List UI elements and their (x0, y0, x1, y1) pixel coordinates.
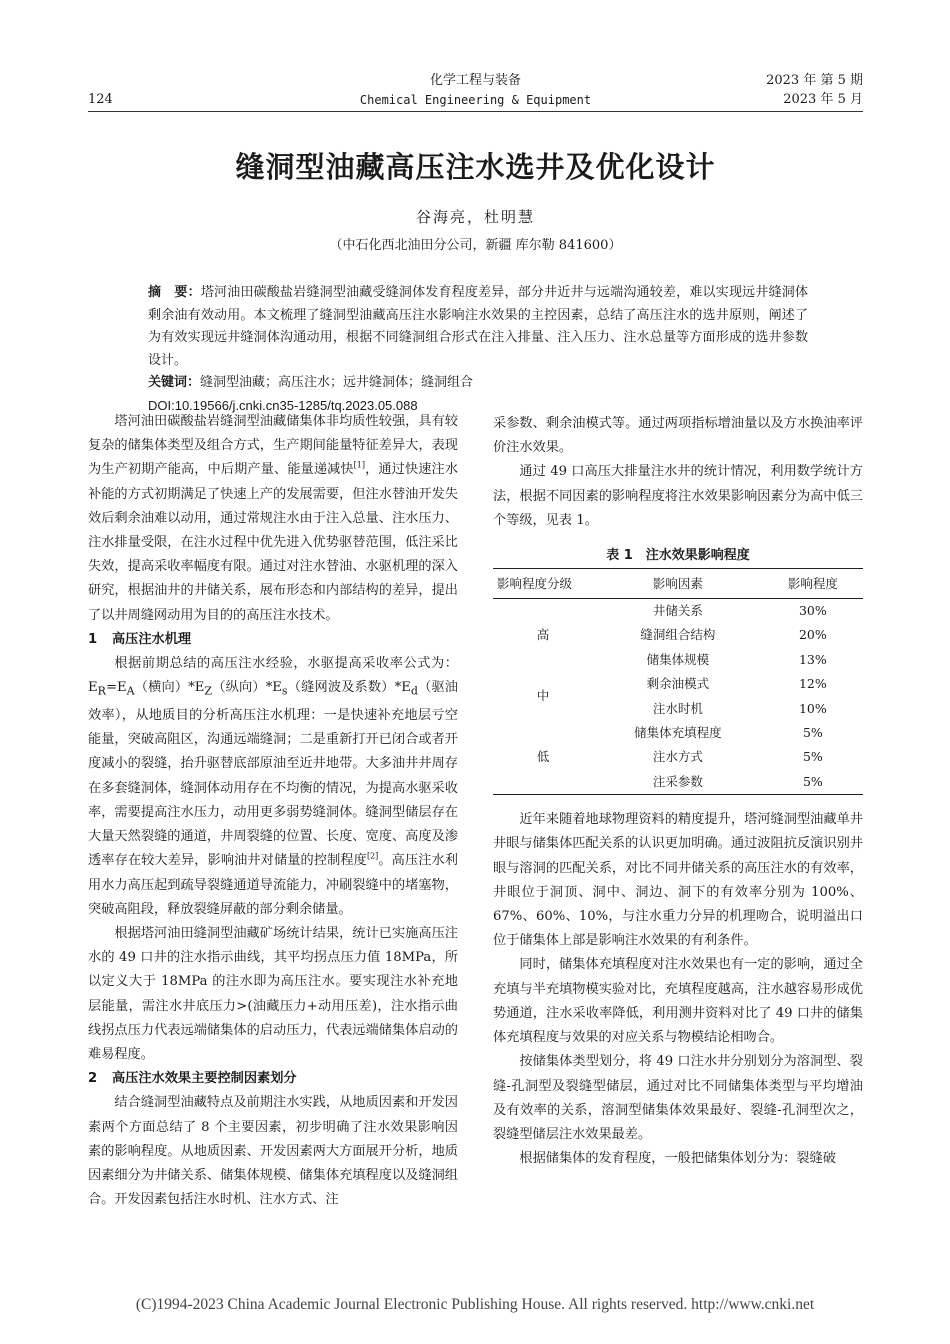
level-cell: 低 (536, 749, 550, 765)
keywords-text: 缝洞型油藏；高压注水；远井缝洞体；缝洞组合 (200, 375, 474, 390)
paper-title: 缝洞型油藏高压注水选井及优化设计 (235, 150, 716, 184)
journal-title-en: Chemical Engineering & Equipment (359, 93, 592, 107)
value-cell: 30% (798, 603, 827, 619)
running-header (88, 72, 863, 112)
issue-date: 2023 年 5 月 (783, 92, 863, 107)
header-cell: 影响程度分级 (497, 576, 573, 592)
copyright-footer: (C)1994-2023 China Academic Journal Electronic Publishing House. All rights reserved. http://www.cnki.net (135, 1296, 815, 1313)
influence-table (493, 568, 863, 795)
citation-ref: [2] (366, 851, 379, 861)
page-number: 124 (88, 92, 113, 107)
header-cell: 影响程度 (787, 576, 838, 592)
body-paragraph: 同时，储集体充填程度对注水效果也有一定的影响，通过全充填与半充填物模实验对比，充填程度越高，注水越容易形成优势通道，注水采收率降低，利用测井资料对比了 49 口井的储集体充填程度与效果的对应关系与物模结论相吻合。 (493, 957, 863, 1046)
body-paragraph: 近年来随着地球物理资料的精度提升，塔河缝洞型油藏单井井眼与储集体匹配关系的认识更加明确。通过波阻抗反演识别井眼与溶洞的匹配关系，对比不同井储关系的高压注水的有效率，井眼位于洞顶、洞中、洞边、洞下的有效率分别为 100%、67%、60%、10%，与注水重力分异的机理吻合，说明溢出口位于储集体上部是影响注水效果的有利条件。 (493, 812, 863, 949)
doi: DOI:10.19566/j.cnki.cn35-1285/tq.2023.05.088 (148, 397, 418, 413)
body-paragraph: 通过 49 口高压大排量注水井的统计情况，利用数学统计方法，根据不同因素的影响程度将注水效果影响因素分为高中低三个等级，见表 1。 (493, 464, 863, 528)
abstract-text: 塔河油田碳酸盐岩缝洞型油藏受缝洞体发育程度差异，部分井近井与远端沟通较差，难以实现远井缝洞体剩余油有效动用。本文梳理了缝洞型油藏高压注水影响注水效果的主控因素，总结了高压注水的选井原则，阐述了为有效实现远井缝洞体沟通动用，根据不同缝洞组合形式在注入排量、注入压力、注水总量等方面形成的选井参数设计。 (148, 285, 808, 368)
issue-number: 2023 年 第 5 期 (766, 73, 863, 88)
value-cell: 13% (798, 651, 827, 667)
keywords (148, 372, 808, 395)
value-cell: 10% (798, 700, 827, 716)
abstract-block (148, 282, 808, 417)
header-divider (88, 111, 863, 112)
factor-cell: 缝洞组合结构 (640, 627, 716, 643)
level-cell: 中 (536, 688, 550, 704)
factor-cell: 井储关系 (652, 603, 703, 619)
factor-cell: 剩余油模式 (646, 676, 710, 692)
table-row (493, 672, 863, 696)
table-header-row (493, 569, 863, 599)
keywords-label: 关键词： (148, 375, 201, 390)
table-1 (493, 546, 863, 795)
header-cell: 影响因素 (652, 576, 703, 592)
section-heading-1: 1 高压注水机理 (88, 631, 192, 647)
body-paragraph: 根据前期总结的高压注水经验，水驱提高采收率公式为：$E_R=E_A$（横向）$*E_Z$（纵向）$*E_s$（缝网波及系数）$*E_d$（驱油效率），从地质目的分析高压注水机理：一是快速补充地层亏空能量，突破高阻区，沟通远端缝洞；二是重新打开已闭合或者开度减小的裂缝，抬升驱替底部原油至近井地带。大多油井井周存在多套缝洞体，缝洞体动用存在不均衡的情况，为提高水驱采收率，需要提高注水压力，动用更多弱势缝洞体。缝洞型储层存在大量天然裂缝的通道，井周裂缝的位置、长度、宽度、高度及渗透率存在较大差异，影响油井对储量的控制程度[2]。高压注水利用水力高压起到疏导裂缝通道导流能力，冲刷裂缝中的堵塞物，突破高阻段，释放裂缝屏蔽的部分剩余储量。 (88, 656, 458, 917)
body-paragraph: 结合缝洞型油藏特点及前期注水实践，从地质因素和开发因素两个方面总结了 8 个主要因素，初步明确了注水效果影响因素的影响程度。从地质因素、开发因素两大方面展开分析，地质因素细分为井储关系、储集体规模、储集体充填程度以及缝洞组合。开发因素包括注水时机、注水方式、注 (88, 1095, 458, 1208)
body-paragraph: 塔河油田碳酸盐岩缝洞型油藏储集体非均质性较强，具有较复杂的储集体类型及组合方式，生产期间能量特征差异大，表现为生产初期产能高，中后期产量、能量递减快[1]，通过快速注水补能的方式初期满足了快速上产的发展需要，但注水替油开发失效后剩余油难以动用，通过常规注水由于注入总量、注水压力、注水排量受限，在注水过程中优先进入优势驱替范围，低注采比失效，提高采收率幅度有限。通过对注水替油、水驱机理的深入研究，根据油井的井储关系，展布形态和内部结构的差异，提出了以井周缝网动用为目的的高压注水技术。 (88, 414, 459, 623)
table-row (493, 721, 863, 745)
body-paragraph: 按储集体类型划分，将 49 口注水井分别划分为溶洞型、裂缝-孔洞型及裂缝型储层，通过对比不同储集体类型与平均增油及有效率的关系，溶洞型储集体效果最好、裂缝-孔洞型次之，裂缝型储层注水效果最差。 (493, 1054, 863, 1142)
journal-title-cn: 化学工程与装备 (429, 73, 521, 88)
factor-cell: 注水时机 (652, 700, 703, 716)
factor-cell: 注水方式 (652, 749, 703, 765)
body-paragraph: 根据塔河油田缝洞型油藏矿场统计结果，统计已实施高压注水的 49 口井的注水指示曲线，其平均拐点压力值 18MPa，所以定义大于 18MPa 的注水即为高压注水。要实现注水补充地层能量，需注水井底压力>(油藏压力+动用压差)，注水指示曲线拐点压力代表远端储集体的启动压力，代表远端储集体启动的难易程度。 (88, 925, 458, 1062)
affiliation: （中石化西北油田分公司，新疆 库尔勒 841600） (329, 238, 622, 253)
value-cell: 5% (802, 773, 823, 789)
body-paragraph: 采参数、剩余油模式等。通过两项指标增油量以及方水换油率评价注水效果。 (493, 416, 863, 456)
factor-cell: 储集体规模 (646, 651, 710, 667)
abstract-label: 摘 要： (148, 285, 201, 300)
factor-cell: 储集体充填程度 (634, 725, 722, 741)
table-row (493, 599, 863, 624)
citation-ref: [1] (353, 461, 366, 471)
value-cell: 5% (802, 749, 823, 765)
value-cell: 12% (798, 676, 827, 692)
abstract (148, 282, 808, 372)
left-column (88, 410, 458, 1212)
section-heading-2: 2 高压注水效果主要控制因素划分 (88, 1071, 297, 1087)
body-paragraph: 根据储集体的发育程度，一般把储集体划分为：裂缝破 (519, 1151, 836, 1167)
right-column (493, 412, 863, 1171)
table-caption: 表 1 注水效果影响程度 (606, 548, 750, 564)
value-cell: 20% (798, 627, 827, 643)
value-cell: 5% (802, 725, 823, 741)
authors: 谷海亮，杜明慧 (415, 208, 535, 226)
level-cell: 高 (536, 627, 550, 643)
factor-cell: 注采参数 (652, 773, 703, 789)
